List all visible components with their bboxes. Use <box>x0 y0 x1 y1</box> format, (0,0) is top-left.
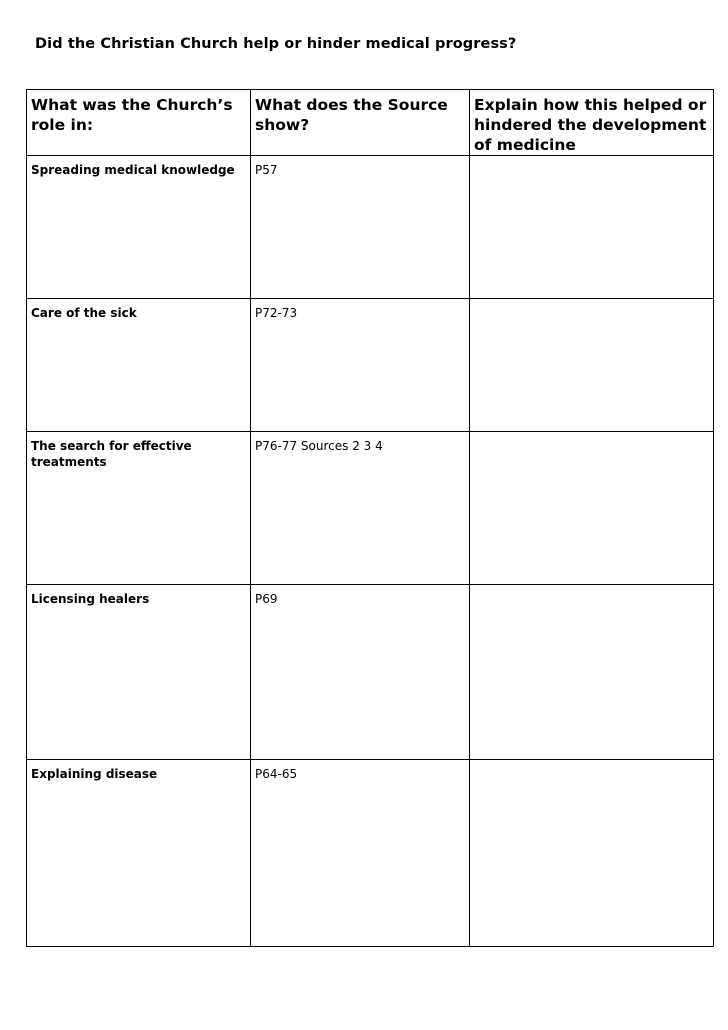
worksheet-table <box>26 89 714 947</box>
table-row <box>27 585 714 760</box>
source-cell[interactable]: P76-77 Sources 2 3 4 <box>251 432 470 585</box>
explain-cell[interactable] <box>470 760 714 947</box>
header-row <box>27 90 714 156</box>
table-row <box>27 760 714 947</box>
page-title: Did the Christian Church help or hinder medical progress? <box>35 36 517 52</box>
header-church-role: What was the Church’s role in: <box>27 90 251 156</box>
explain-cell[interactable] <box>470 585 714 760</box>
table-row <box>27 156 714 299</box>
role-cell: Explaining disease <box>27 760 251 947</box>
explain-cell[interactable] <box>470 432 714 585</box>
role-cell: Spreading medical knowledge <box>27 156 251 299</box>
explain-cell[interactable] <box>470 299 714 432</box>
source-cell[interactable]: P64-65 <box>251 760 470 947</box>
header-explain: Explain how this helped or hindered the development of medicine <box>470 90 714 156</box>
source-cell[interactable]: P57 <box>251 156 470 299</box>
table-row <box>27 432 714 585</box>
role-cell: The search for effective treatments <box>27 432 251 585</box>
source-cell[interactable]: P69 <box>251 585 470 760</box>
explain-cell[interactable] <box>470 156 714 299</box>
role-cell: Care of the sick <box>27 299 251 432</box>
header-source-shows: What does the Source show? <box>251 90 470 156</box>
source-cell[interactable]: P72-73 <box>251 299 470 432</box>
role-cell: Licensing healers <box>27 585 251 760</box>
table-row <box>27 299 714 432</box>
